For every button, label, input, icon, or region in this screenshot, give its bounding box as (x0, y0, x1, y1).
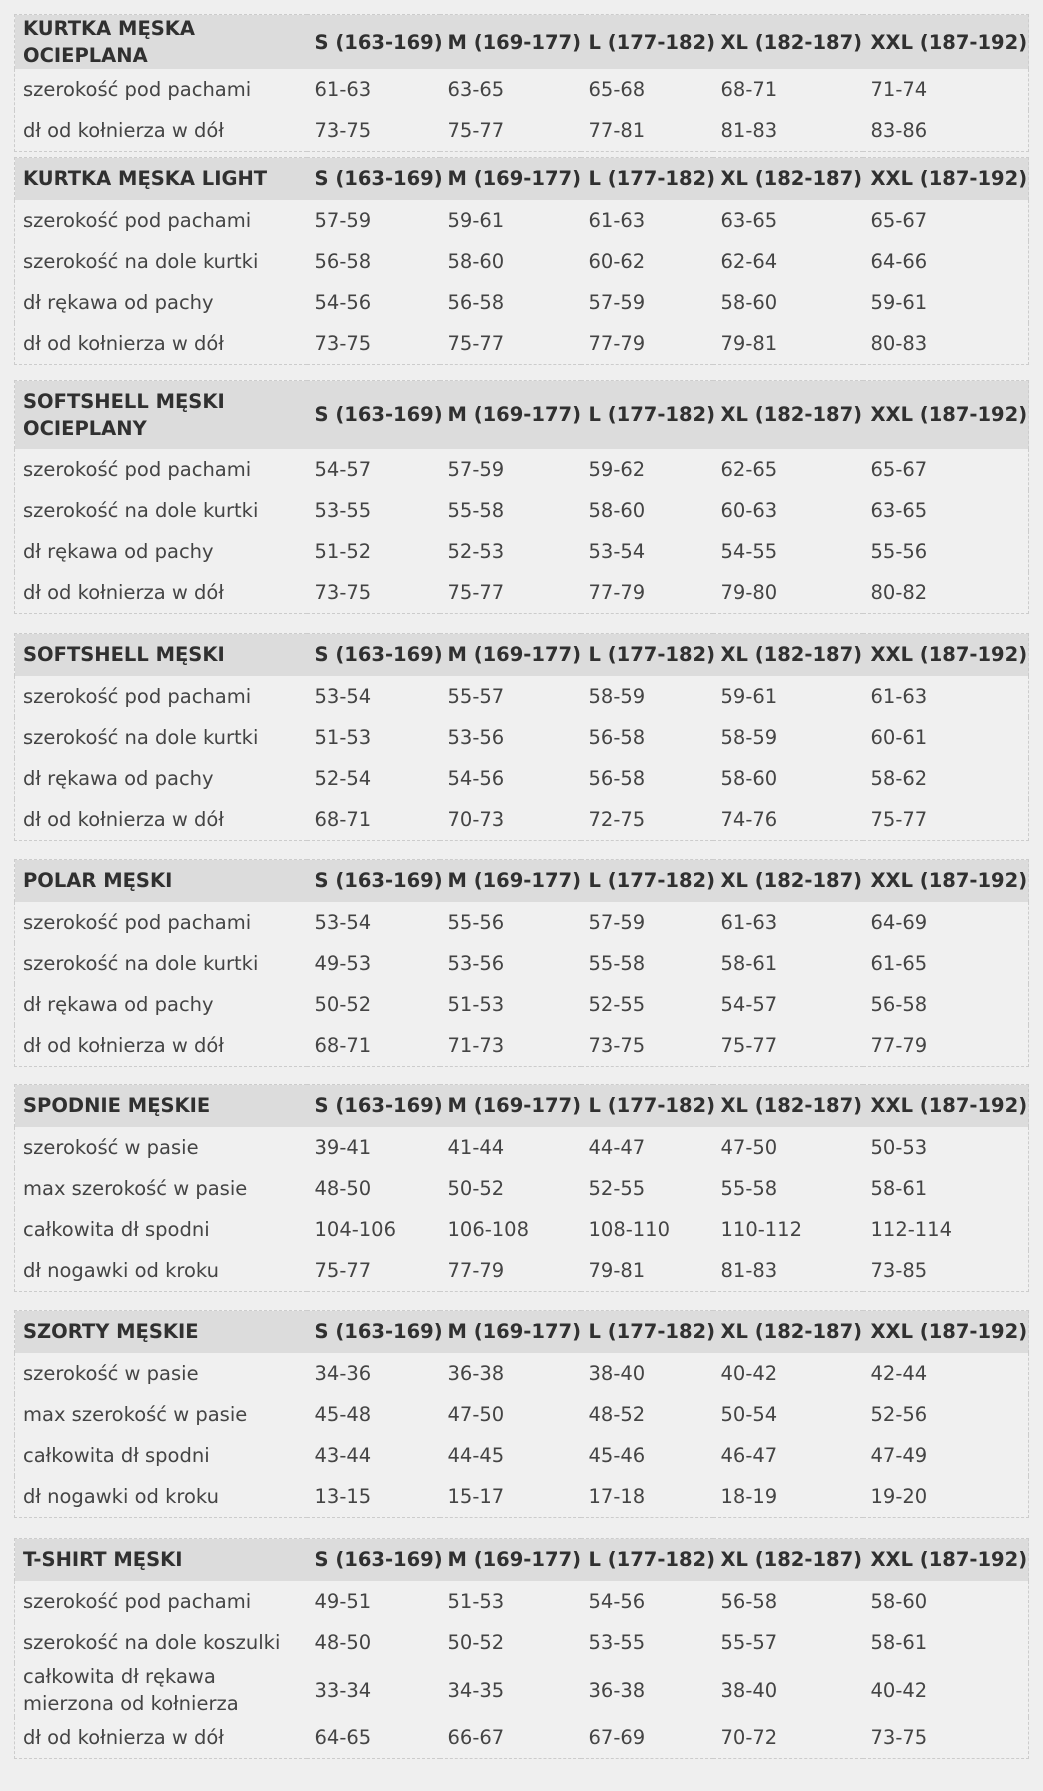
measurement-value: 36-38 (447, 1361, 505, 1385)
measurement-value: 18-19 (720, 1485, 778, 1509)
measurement-value: 75-77 (447, 581, 505, 605)
measurement-value: 77-79 (588, 332, 646, 356)
measurement-value: 61-63 (720, 910, 778, 934)
measurement-value: 54-55 (720, 540, 778, 564)
measurement-label: dł od kołnierza w dół (23, 119, 224, 143)
measurement-value: 73-75 (588, 1034, 646, 1058)
measurement-value: 73-75 (314, 119, 372, 143)
measurement-label: max szerokość w pasie (23, 1402, 248, 1426)
measurement-value: 52-53 (447, 540, 505, 564)
table-row (15, 1025, 1029, 1066)
measurement-value: 33-34 (314, 1678, 372, 1702)
size-table (14, 859, 1029, 1067)
table-row (15, 1353, 1029, 1394)
measurement-label: dł rękawa od pachy (23, 993, 214, 1017)
size-column-header: S (163-169) (307, 634, 440, 676)
size-column-header: S (163-169) (307, 1311, 440, 1353)
measurement-value: 55-56 (447, 910, 505, 934)
table-header-row (15, 1539, 1029, 1581)
size-column-header: S (163-169) (307, 15, 440, 70)
size-table (14, 1310, 1029, 1518)
measurement-value: 48-50 (314, 1630, 372, 1654)
measurement-value: 38-40 (720, 1678, 778, 1702)
measurement-value: 70-72 (720, 1725, 778, 1749)
measurement-label: szerokość pod pachami (23, 208, 252, 232)
measurement-value: 108-110 (588, 1218, 670, 1242)
measurement-value: 75-77 (314, 1259, 372, 1283)
table-row (15, 282, 1029, 323)
measurement-label: dł rękawa od pachy (23, 540, 214, 564)
measurement-value: 43-44 (314, 1444, 372, 1468)
measurement-value: 54-56 (588, 1589, 646, 1613)
measurement-value: 63-65 (720, 208, 778, 232)
table-header-row (15, 381, 1029, 449)
table-row (15, 984, 1029, 1025)
size-column-header: XL (182-187) (713, 1085, 863, 1127)
size-column-header: M (169-177) (440, 634, 581, 676)
size-table (14, 1084, 1029, 1292)
size-column-header: S (163-169) (307, 158, 440, 200)
measurement-value: 57-59 (314, 208, 372, 232)
size-column-header: M (169-177) (440, 381, 581, 449)
measurement-value: 34-36 (314, 1361, 372, 1385)
measurement-value: 56-58 (314, 249, 372, 273)
size-table (14, 14, 1029, 152)
measurement-value: 39-41 (314, 1135, 372, 1159)
table-header-row (15, 634, 1029, 676)
measurement-value: 47-50 (720, 1135, 778, 1159)
measurement-value: 45-48 (314, 1402, 372, 1426)
measurement-label: szerokość w pasie (23, 1135, 199, 1159)
measurement-value: 73-75 (870, 1725, 928, 1749)
measurement-value: 63-65 (870, 498, 928, 522)
size-column-header: M (169-177) (440, 158, 581, 200)
measurement-value: 51-53 (447, 993, 505, 1017)
measurement-value: 52-56 (870, 1402, 928, 1426)
measurement-value: 50-52 (447, 1630, 505, 1654)
table-row (15, 69, 1029, 110)
table-title: SPODNIE MĘSKIE (15, 1085, 307, 1127)
table-title: T-SHIRT MĘSKI (15, 1539, 307, 1581)
measurement-value: 54-56 (314, 291, 372, 315)
measurement-value: 75-77 (447, 119, 505, 143)
measurement-value: 74-76 (720, 808, 778, 832)
measurement-value: 50-52 (447, 1176, 505, 1200)
size-column-header: L (177-182) (581, 15, 713, 70)
measurement-value: 56-58 (447, 291, 505, 315)
measurement-label: całkowita dł spodni (23, 1444, 210, 1468)
size-column-header: M (169-177) (440, 1311, 581, 1353)
table-row (15, 572, 1029, 613)
measurement-value: 59-61 (720, 684, 778, 708)
size-column-header: XL (182-187) (713, 158, 863, 200)
size-table (14, 380, 1029, 614)
size-column-header: L (177-182) (581, 1539, 713, 1581)
measurement-value: 79-80 (720, 581, 778, 605)
measurement-value: 51-53 (447, 1589, 505, 1613)
measurement-value: 56-58 (588, 767, 646, 791)
measurement-value: 53-54 (314, 910, 372, 934)
measurement-value: 60-61 (870, 725, 928, 749)
table-row (15, 1435, 1029, 1476)
measurement-value: 56-58 (588, 725, 646, 749)
measurement-value: 50-52 (314, 993, 372, 1017)
table-row (15, 676, 1029, 717)
measurement-value: 47-50 (447, 1402, 505, 1426)
measurement-value: 79-81 (720, 332, 778, 356)
measurement-value: 19-20 (870, 1485, 928, 1509)
measurement-value: 53-54 (314, 684, 372, 708)
size-column-header: M (169-177) (440, 1539, 581, 1581)
size-table (14, 633, 1029, 841)
measurement-value: 58-60 (588, 498, 646, 522)
measurement-value: 64-65 (314, 1725, 372, 1749)
measurement-label: szerokość na dole kurtki (23, 725, 259, 749)
measurement-value: 53-56 (447, 951, 505, 975)
size-column-header: L (177-182) (581, 634, 713, 676)
measurement-value: 57-59 (588, 291, 646, 315)
measurement-value: 58-61 (870, 1176, 928, 1200)
measurement-label: szerokość pod pachami (23, 684, 252, 708)
measurement-label: dł nogawki od kroku (23, 1259, 219, 1283)
measurement-label: dł od kołnierza w dół (23, 1034, 224, 1058)
measurement-value: 59-61 (870, 291, 928, 315)
size-column-header: M (169-177) (440, 15, 581, 70)
table-row (15, 1476, 1029, 1517)
table-row (15, 717, 1029, 758)
measurement-value: 49-51 (314, 1589, 372, 1613)
table-row (15, 1581, 1029, 1622)
measurement-value: 42-44 (870, 1361, 928, 1385)
measurement-value: 67-69 (588, 1725, 646, 1749)
measurement-value: 52-55 (588, 1176, 646, 1200)
table-row (15, 490, 1029, 531)
measurement-value: 58-61 (720, 951, 778, 975)
table-row (15, 943, 1029, 984)
measurement-label: dł rękawa od pachy (23, 291, 214, 315)
table-row (15, 1168, 1029, 1209)
measurement-value: 106-108 (447, 1218, 529, 1242)
measurement-label: dł od kołnierza w dół (23, 1725, 224, 1749)
size-column-header: XXL (187-192) (863, 634, 1029, 676)
measurement-value: 73-85 (870, 1259, 928, 1283)
measurement-value: 38-40 (588, 1361, 646, 1385)
measurement-value: 77-79 (870, 1034, 928, 1058)
table-title: KURTKA MĘSKA OCIEPLANA (15, 15, 307, 70)
measurement-value: 53-54 (588, 540, 646, 564)
measurement-value: 72-75 (588, 808, 646, 832)
measurement-label: dł od kołnierza w dół (23, 332, 224, 356)
measurement-value: 40-42 (870, 1678, 928, 1702)
measurement-value: 44-47 (588, 1135, 646, 1159)
measurement-value: 75-77 (870, 808, 928, 832)
measurement-value: 50-54 (720, 1402, 778, 1426)
measurement-value: 112-114 (870, 1218, 952, 1242)
size-column-header: XL (182-187) (713, 634, 863, 676)
measurement-value: 58-60 (720, 767, 778, 791)
measurement-value: 81-83 (720, 1259, 778, 1283)
table-row (15, 449, 1029, 490)
measurement-label: max szerokość w pasie (23, 1176, 248, 1200)
measurement-value: 55-58 (588, 951, 646, 975)
table-header-row (15, 1085, 1029, 1127)
size-column-header: XXL (187-192) (863, 860, 1029, 902)
measurement-value: 60-63 (720, 498, 778, 522)
size-column-header: XXL (187-192) (863, 15, 1029, 70)
measurement-value: 55-58 (720, 1176, 778, 1200)
measurement-value: 73-75 (314, 581, 372, 605)
measurement-value: 58-60 (720, 291, 778, 315)
measurement-value: 61-65 (870, 951, 928, 975)
measurement-value: 68-71 (314, 1034, 372, 1058)
measurement-value: 57-59 (588, 910, 646, 934)
size-table (14, 157, 1029, 365)
table-row (15, 1663, 1029, 1717)
measurement-value: 71-74 (870, 78, 928, 102)
measurement-value: 65-67 (870, 208, 928, 232)
measurement-label: całkowita dł rękawa mierzona od kołnierza (23, 1665, 239, 1715)
measurement-value: 58-60 (870, 1589, 928, 1613)
measurement-value: 79-81 (588, 1259, 646, 1283)
size-column-header: S (163-169) (307, 1539, 440, 1581)
size-column-header: XL (182-187) (713, 381, 863, 449)
measurement-label: dł od kołnierza w dół (23, 808, 224, 832)
size-column-header: M (169-177) (440, 1085, 581, 1127)
measurement-value: 65-67 (870, 457, 928, 481)
table-row (15, 1622, 1029, 1663)
size-column-header: XXL (187-192) (863, 1311, 1029, 1353)
measurement-value: 68-71 (314, 808, 372, 832)
measurement-label: dł rękawa od pachy (23, 767, 214, 791)
table-row (15, 902, 1029, 943)
size-column-header: S (163-169) (307, 381, 440, 449)
measurement-value: 44-45 (447, 1444, 505, 1468)
measurement-value: 51-52 (314, 540, 372, 564)
measurement-value: 65-68 (588, 78, 646, 102)
measurement-label: szerokość na dole kurtki (23, 951, 259, 975)
measurement-value: 66-67 (447, 1725, 505, 1749)
table-row (15, 1250, 1029, 1291)
measurement-value: 17-18 (588, 1485, 646, 1509)
table-header-row (15, 860, 1029, 902)
measurement-value: 54-57 (314, 457, 372, 481)
table-row (15, 1394, 1029, 1435)
measurement-value: 55-56 (870, 540, 928, 564)
measurement-value: 61-63 (588, 208, 646, 232)
size-table (14, 1538, 1029, 1759)
measurement-value: 40-42 (720, 1361, 778, 1385)
table-row (15, 1717, 1029, 1758)
measurement-value: 58-59 (720, 725, 778, 749)
size-column-header: XXL (187-192) (863, 158, 1029, 200)
measurement-value: 36-38 (588, 1678, 646, 1702)
measurement-value: 73-75 (314, 332, 372, 356)
measurement-value: 58-61 (870, 1630, 928, 1654)
measurement-value: 68-71 (720, 78, 778, 102)
measurement-value: 34-35 (447, 1678, 505, 1702)
measurement-value: 57-59 (447, 457, 505, 481)
table-row (15, 323, 1029, 364)
measurement-label: szerokość pod pachami (23, 1589, 252, 1613)
measurement-value: 80-83 (870, 332, 928, 356)
measurement-value: 48-50 (314, 1176, 372, 1200)
measurement-value: 52-55 (588, 993, 646, 1017)
size-column-header: S (163-169) (307, 1085, 440, 1127)
size-column-header: L (177-182) (581, 158, 713, 200)
measurement-value: 81-83 (720, 119, 778, 143)
measurement-value: 59-61 (447, 208, 505, 232)
size-column-header: XXL (187-192) (863, 381, 1029, 449)
measurement-label: szerokość pod pachami (23, 910, 252, 934)
measurement-value: 75-77 (447, 332, 505, 356)
measurement-value: 58-62 (870, 767, 928, 791)
measurement-value: 61-63 (314, 78, 372, 102)
measurement-value: 62-65 (720, 457, 778, 481)
measurement-value: 51-53 (314, 725, 372, 749)
table-title: SOFTSHELL MĘSKI OCIEPLANY (15, 381, 307, 449)
measurement-value: 49-53 (314, 951, 372, 975)
measurement-label: dł od kołnierza w dół (23, 581, 224, 605)
measurement-value: 41-44 (447, 1135, 505, 1159)
measurement-value: 60-62 (588, 249, 646, 273)
measurement-value: 58-59 (588, 684, 646, 708)
size-column-header: S (163-169) (307, 860, 440, 902)
measurement-value: 48-52 (588, 1402, 646, 1426)
measurement-value: 46-47 (720, 1444, 778, 1468)
measurement-value: 77-79 (588, 581, 646, 605)
measurement-value: 83-86 (870, 119, 928, 143)
table-header-row (15, 15, 1029, 70)
measurement-value: 77-79 (447, 1259, 505, 1283)
measurement-value: 77-81 (588, 119, 646, 143)
size-column-header: XXL (187-192) (863, 1539, 1029, 1581)
measurement-value: 55-57 (447, 684, 505, 708)
size-column-header: XL (182-187) (713, 860, 863, 902)
table-title: SOFTSHELL MĘSKI (15, 634, 307, 676)
measurement-value: 53-55 (588, 1630, 646, 1654)
size-column-header: L (177-182) (581, 860, 713, 902)
measurement-value: 53-55 (314, 498, 372, 522)
size-column-header: L (177-182) (581, 1085, 713, 1127)
table-title: POLAR MĘSKI (15, 860, 307, 902)
measurement-label: szerokość pod pachami (23, 457, 252, 481)
measurement-label: szerokość na dole kurtki (23, 249, 259, 273)
table-row (15, 758, 1029, 799)
measurement-value: 15-17 (447, 1485, 505, 1509)
table-row (15, 1127, 1029, 1168)
measurement-value: 110-112 (720, 1218, 802, 1242)
table-header-row (15, 1311, 1029, 1353)
table-row (15, 1209, 1029, 1250)
measurement-value: 52-54 (314, 767, 372, 791)
size-column-header: XXL (187-192) (863, 1085, 1029, 1127)
size-column-header: XL (182-187) (713, 1311, 863, 1353)
measurement-value: 58-60 (447, 249, 505, 273)
measurement-label: szerokość pod pachami (23, 78, 252, 102)
size-column-header: XL (182-187) (713, 1539, 863, 1581)
measurement-value: 61-63 (870, 684, 928, 708)
measurement-value: 56-58 (870, 993, 928, 1017)
measurement-value: 75-77 (720, 1034, 778, 1058)
measurement-label: dł nogawki od kroku (23, 1485, 219, 1509)
measurement-value: 104-106 (314, 1218, 396, 1242)
measurement-label: szerokość na dole kurtki (23, 498, 259, 522)
table-row (15, 241, 1029, 282)
measurement-value: 55-58 (447, 498, 505, 522)
measurement-value: 56-58 (720, 1589, 778, 1613)
table-row (15, 531, 1029, 572)
measurement-value: 55-57 (720, 1630, 778, 1654)
measurement-value: 64-69 (870, 910, 928, 934)
measurement-value: 63-65 (447, 78, 505, 102)
table-row (15, 110, 1029, 151)
measurement-value: 80-82 (870, 581, 928, 605)
measurement-value: 54-56 (447, 767, 505, 791)
measurement-value: 54-57 (720, 993, 778, 1017)
measurement-value: 64-66 (870, 249, 928, 273)
table-row (15, 200, 1029, 241)
size-column-header: L (177-182) (581, 381, 713, 449)
measurement-value: 47-49 (870, 1444, 928, 1468)
size-column-header: L (177-182) (581, 1311, 713, 1353)
measurement-value: 53-56 (447, 725, 505, 749)
measurement-value: 59-62 (588, 457, 646, 481)
measurement-value: 71-73 (447, 1034, 505, 1058)
measurement-value: 70-73 (447, 808, 505, 832)
size-column-header: M (169-177) (440, 860, 581, 902)
measurement-value: 62-64 (720, 249, 778, 273)
size-column-header: XL (182-187) (713, 15, 863, 70)
measurement-label: szerokość na dole koszulki (23, 1630, 281, 1654)
measurement-label: całkowita dł spodni (23, 1218, 210, 1242)
measurement-value: 13-15 (314, 1485, 372, 1509)
measurement-value: 45-46 (588, 1444, 646, 1468)
table-title: SZORTY MĘSKIE (15, 1311, 307, 1353)
table-title: KURTKA MĘSKA LIGHT (15, 158, 307, 200)
measurement-label: szerokość w pasie (23, 1361, 199, 1385)
measurement-value: 50-53 (870, 1135, 928, 1159)
table-header-row (15, 158, 1029, 200)
table-row (15, 799, 1029, 840)
